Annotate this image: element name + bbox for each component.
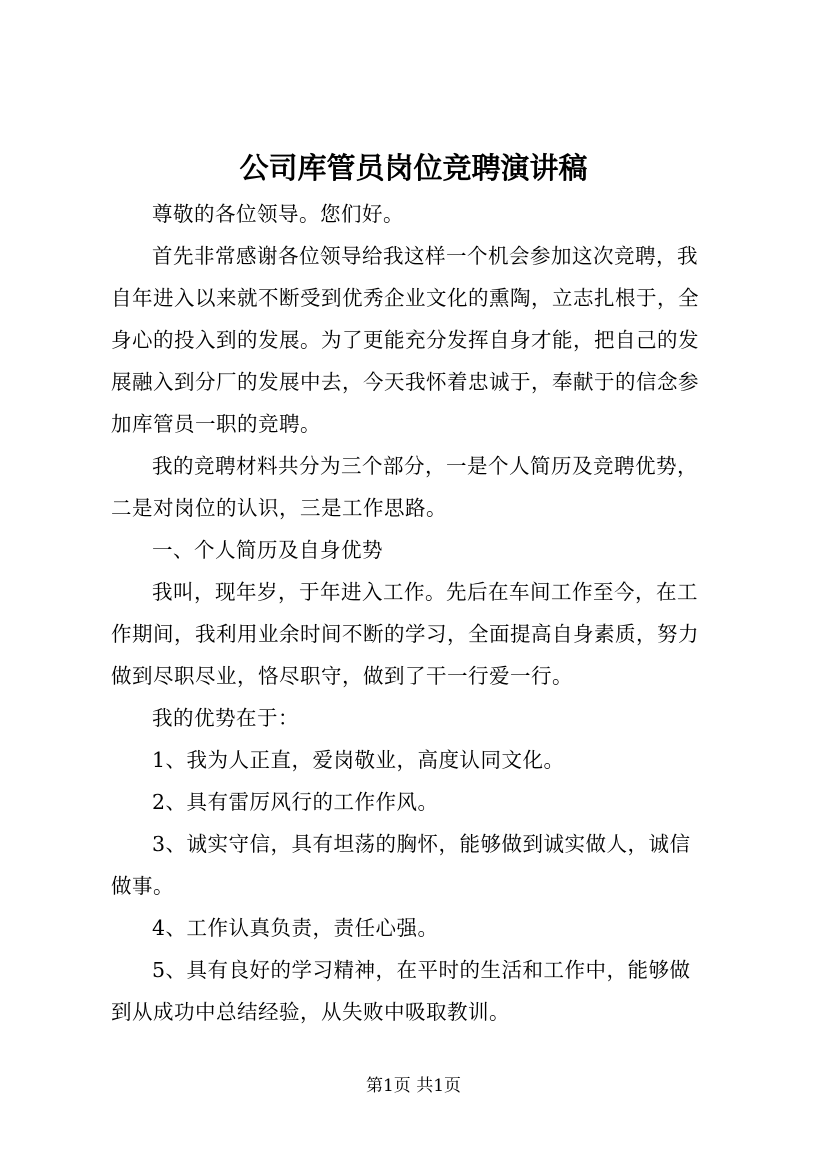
- paragraph-line: 加库管员一职的竞聘。: [111, 412, 321, 436]
- paragraph-line: 我的优势在于：: [152, 706, 299, 730]
- paragraph-line: 我叫，现年岁，于年进入工作。先后在车间工作至今，在工: [152, 580, 698, 604]
- list-item: 5、具有良好的学习精神，在平时的生活和工作中，能够做: [152, 958, 691, 982]
- paragraph-line: 作期间，我利用业余时间不断的学习，全面提高自身素质，努力: [111, 622, 699, 646]
- paragraph-line: 做到尽职尽业，恪尽职守，做到了干一行爱一行。: [111, 664, 573, 688]
- paragraph-line: 二是对岗位的认识，三是工作思路。: [111, 496, 447, 520]
- section-heading: 一、个人简历及自身优势: [152, 538, 383, 562]
- page-footer: 第1页 共1页: [365, 1076, 462, 1096]
- list-item-continuation: 做事。: [111, 874, 174, 898]
- paragraph-line: 自年进入以来就不断受到优秀企业文化的熏陶，立志扎根于，全: [111, 286, 699, 310]
- paragraph-line: 尊敬的各位领导。您们好。: [152, 202, 404, 226]
- document-title: 公司库管员岗位竞聘演讲稿: [239, 151, 588, 185]
- list-item-continuation: 到从成功中总结经验，从失败中吸取教训。: [111, 1000, 510, 1024]
- paragraph-line: 展融入到分厂的发展中去，今天我怀着忠诚于，奉献于的信念参: [111, 370, 699, 394]
- list-item: 1、我为人正直，爱岗敬业，高度认同文化。: [152, 748, 565, 772]
- list-item: 3、诚实守信，具有坦荡的胸怀，能够做到诚实做人，诚信: [152, 832, 691, 856]
- paragraph-line: 首先非常感谢各位领导给我这样一个机会参加这次竞聘，我: [152, 244, 698, 268]
- paragraph-line: 身心的投入到的发展。为了更能充分发挥自身才能，把自己的发: [111, 328, 699, 352]
- list-item: 4、工作认真负责，责任心强。: [152, 916, 439, 940]
- list-item: 2、具有雷厉风行的工作作风。: [152, 790, 439, 814]
- paragraph-line: 我的竞聘材料共分为三个部分，一是个人简历及竞聘优势，: [152, 454, 698, 478]
